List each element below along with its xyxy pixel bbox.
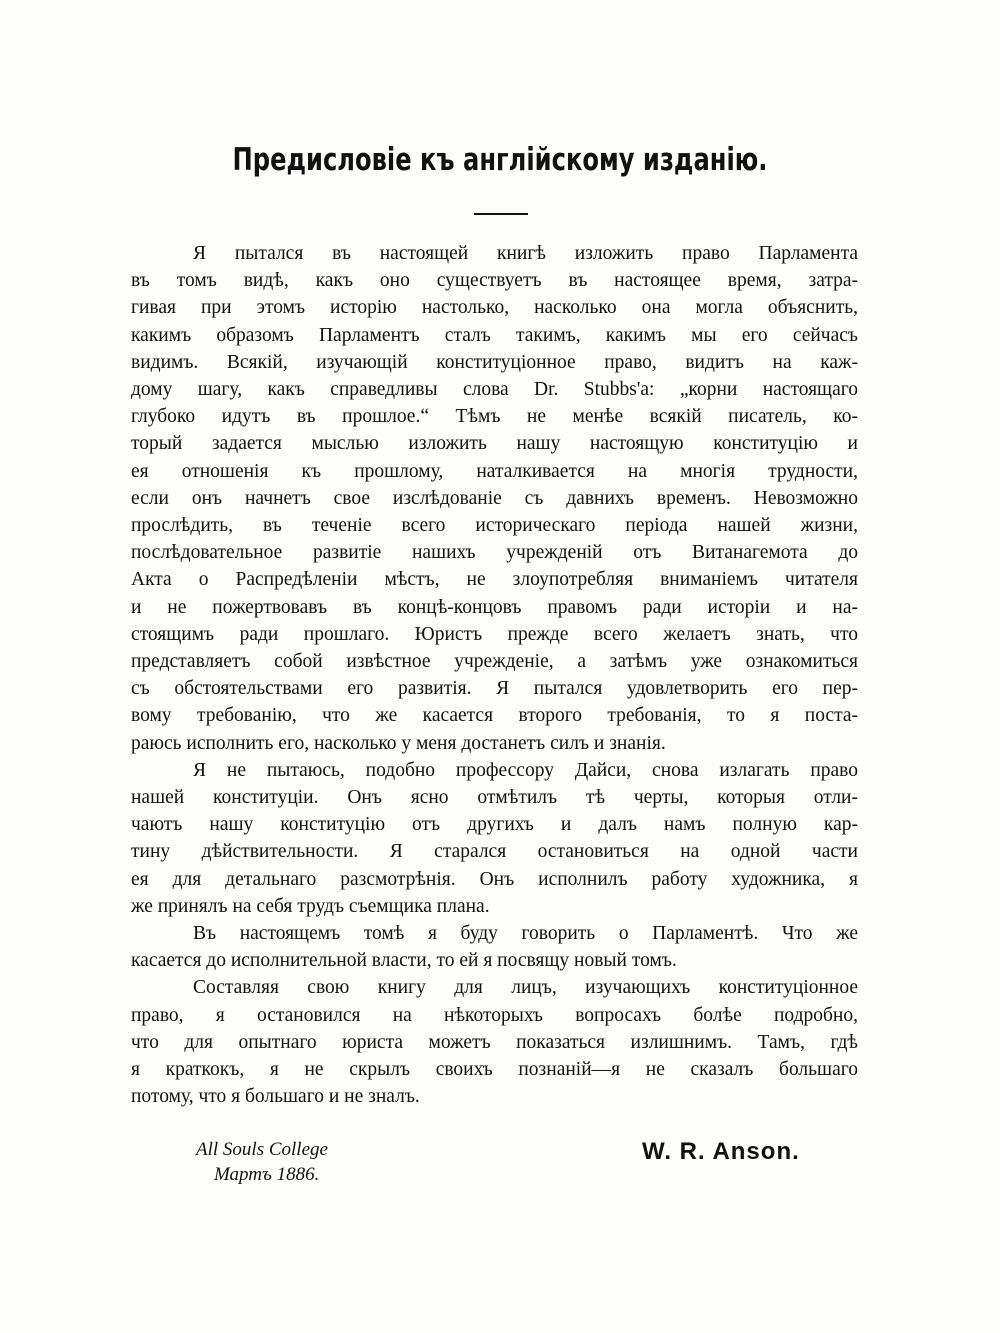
text-line: Я не пытаюсь, подобно профессору Дайси, снова излагать право — [193, 759, 858, 781]
text-line: если онъ начнетъ свое изслѣдованіе съ давнихъ временъ. Невозможно — [131, 487, 858, 509]
title-divider — [474, 213, 528, 215]
text-line: вому требованію, что же касается второго требованія, то я поста- — [131, 705, 858, 727]
text-line: тину дѣйствительности. Я старался остановиться на одной части — [131, 841, 858, 863]
text-line: нашей конституціи. Онъ ясно отмѣтилъ тѣ черты, которыя отли- — [131, 787, 858, 809]
paragraph — [131, 757, 858, 920]
text-line: представляетъ собой извѣстное учрежденіе, а затѣмъ уже ознакомиться — [131, 651, 858, 673]
text-line: въ томъ видѣ, какъ оно существуетъ въ настоящее время, затра- — [131, 270, 858, 292]
text-line: касается до исполнительной власти, то ей я посвящу новый томъ. — [131, 950, 677, 972]
paragraph — [131, 974, 858, 1110]
text-line: прослѣдить, въ теченіе всего историческаго періода нашей жизни, — [131, 515, 858, 537]
place-and-date — [196, 1137, 328, 1187]
text-line: какимъ образомъ Парламентъ сталъ такимъ, какимъ мы его сейчасъ — [131, 324, 858, 346]
text-line: потому, что я большаго и не зналъ. — [131, 1086, 420, 1108]
text-line: Составляя свою книгу для лицъ, изучающихъ конституціонное — [193, 977, 858, 999]
text-line: ея для детальнаго разсмотрѣнія. Онъ исполнилъ работу художника, я — [131, 868, 858, 890]
text-line: и не пожертвовавъ въ концѣ-концовъ правомъ ради исторіи и на- — [131, 596, 858, 618]
text-line: Я пытался въ настоящей книгѣ изложить право Парламента — [193, 243, 858, 264]
place-line: All Souls College — [196, 1139, 328, 1160]
paragraph — [131, 920, 858, 974]
text-line: раюсь исполнить его, насколько у меня достанетъ силъ и знанія. — [131, 732, 666, 754]
text-line: видимъ. Всякій, изучающій конституціонное право, видитъ на каж- — [131, 351, 858, 373]
text-line: послѣдовательное развитіе нашихъ учрежденій отъ Витанагемота до — [131, 542, 858, 564]
body-text — [131, 240, 858, 1111]
author-signature: W. R. Anson. — [642, 1138, 800, 1165]
text-line: ея отношенія къ прошлому, наталкивается на многія трудности, — [131, 460, 858, 482]
text-line: Въ настоящемъ томѣ я буду говорить о Парламентѣ. Что же — [193, 923, 858, 945]
text-line: глубоко идутъ въ прошлое.“ Тѣмъ не менѣе всякій писатель, ко- — [131, 406, 858, 428]
text-line: торый задается мыслью изложить нашу настоящую конституцію и — [131, 433, 858, 455]
date-line: Мартъ 1886. — [214, 1164, 320, 1185]
text-line: гивая при этомъ исторію настолько, насколько она могла объяснить, — [131, 297, 858, 319]
text-line: что для опытнаго юриста можетъ показаться излишнимъ. Тамъ, гдѣ — [131, 1031, 858, 1053]
text-line: Акта о Распредѣленіи мѣстъ, не злоупотребляя вниманіемъ читателя — [131, 569, 858, 591]
text-line: право, я остановился на нѣкоторыхъ вопросахъ болѣе подробно, — [131, 1004, 858, 1026]
text-line: чаютъ нашу конституцію отъ другихъ и далъ намъ полную кар- — [131, 814, 858, 836]
page-title: Предисловіе къ англійскому изданію. — [232, 142, 768, 178]
text-line: же принялъ на себя трудъ съемщика плана. — [131, 895, 490, 917]
text-line: дому шагу, какъ справедливы слова Dr. Stubbs'а: „корни настоящаго — [131, 379, 858, 401]
text-line: съ обстоятельствами его развитія. Я пытался удовлетворить его пер- — [131, 678, 858, 700]
text-line: стоящимъ ради прошлаго. Юристъ прежде всего желаетъ знать, что — [131, 623, 858, 645]
paragraph — [131, 240, 858, 757]
text-line: я краткокъ, я не скрылъ своихъ познаній—я не сказалъ большаго — [131, 1059, 858, 1081]
